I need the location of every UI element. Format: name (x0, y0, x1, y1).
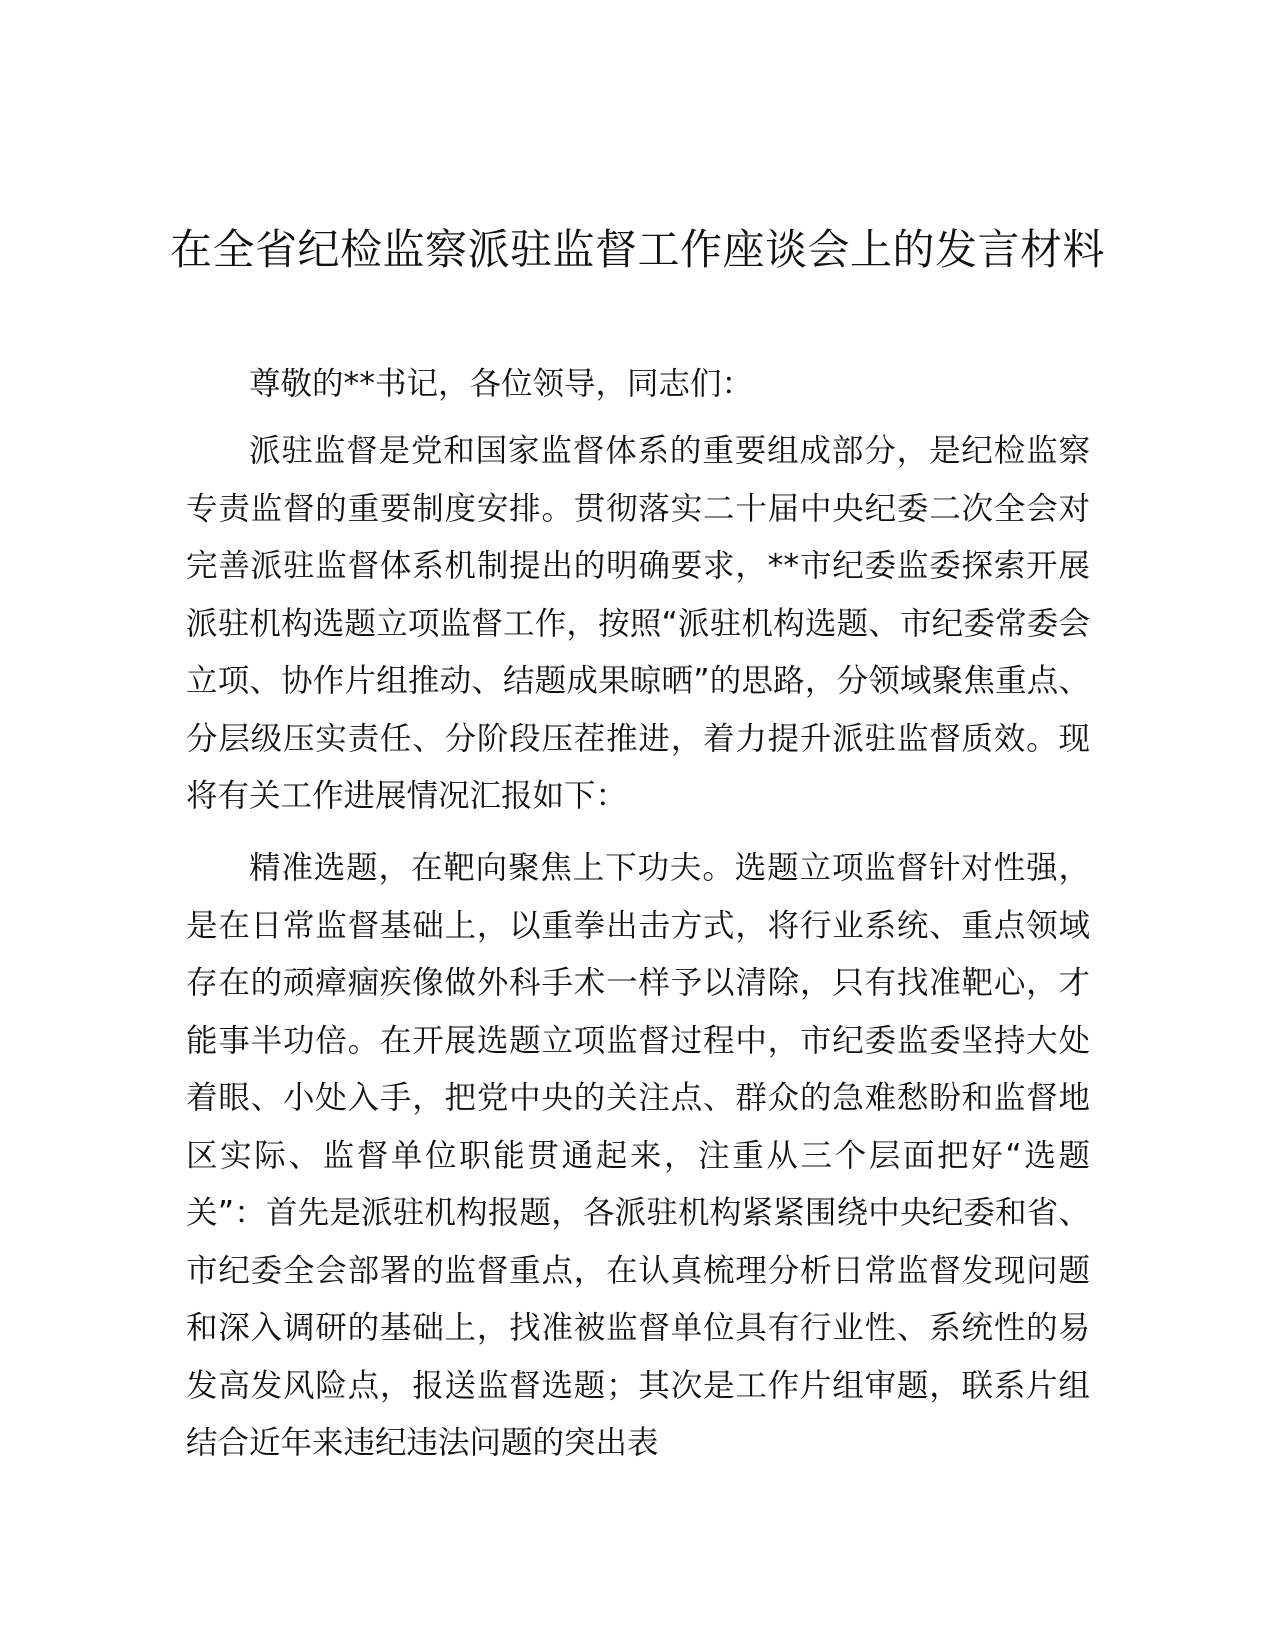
salutation: 尊敬的**书记，各位领导，同志们： (249, 366, 754, 402)
document-title: 在全省纪检监察派驻监督工作座谈会上的发言材料 (169, 225, 1105, 274)
paragraph-intro: 派驻监督是党和国家监督体系的重要组成部分，是纪检监察专责监督的重要制度安排。贯彻落实二十届中央纪委二次全会对完善派驻监督体系机制提出的明确要求，**市纪委监委探索开展派驻机构选题立项监督工作，按照“派驻机构选题、市纪委常委会立项、协作片组推动、结题成果晾晒”的思路，分领域聚焦重点、分层级压实责任、分阶段压茬推进，着力提升派驻监督质效。现将有关工作进展情况汇报如下： (186, 433, 1090, 814)
paragraph-precise-topic-selection: 精准选题，在靶向聚焦上下功夫。选题立项监督针对性强，是在日常监督基础上，以重拳出击方式，将行业系统、重点领域存在的顽瘴痼疾像做外科手术一样予以清除，只有找准靶心，才能事半功倍。在开展选题立项监督过程中，市纪委监委坚持大处着眼、小处入手，把党中央的关注点、群众的急难愁盼和监督地区实际、监督单位职能贯通起来，注重从三个层面把好“选题关”：首先是派驻机构报题，各派驻机构紧紧围绕中央纪委和省、市纪委全会部署的监督重点，在认真梳理分析日常监督发现问题和深入调研的基础上，找准被监督单位具有行业性、系统性的易发高发风险点，报送监督选题；其次是工作片组审题，联系片组结合近年来违纪违法问题的突出表 (186, 850, 1090, 1461)
